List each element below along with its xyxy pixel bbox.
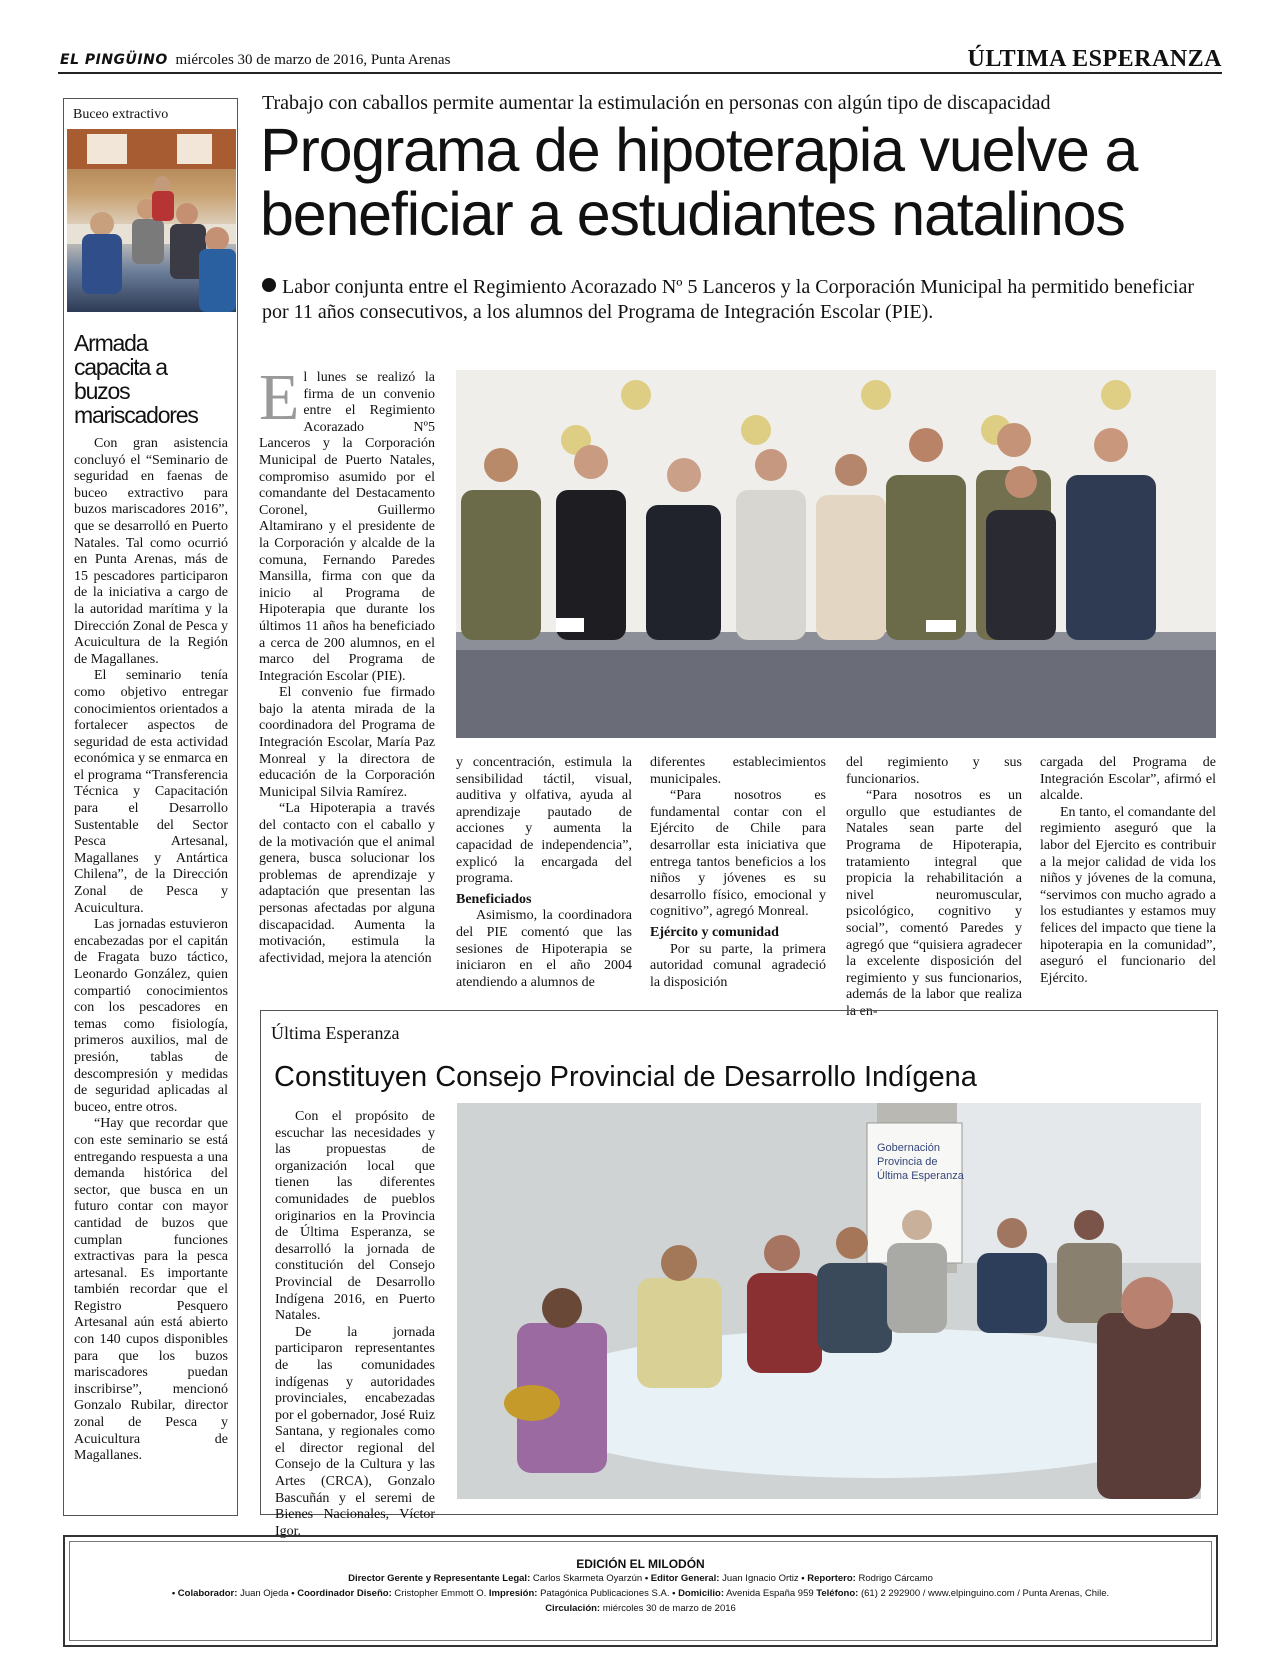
newspaper-logo: EL PINGÜINO	[60, 52, 168, 68]
banner-text-1: Gobernación	[877, 1142, 940, 1154]
value: Cristopher Emmott O.	[394, 1588, 487, 1599]
sidebar-kicker: Buceo extractivo	[73, 107, 169, 122]
paragraph: “Para nosotros es un orgullo que estudiantes de Natales sean parte del Programa de Hipoterapia, tratamiento integral que propicia la rehabilitación a nivel neuromuscular, psicológico, cognitivo y social”, comentó Paredes y agregó que “quisiera agradecer la excelente disposición del regimiento y sus funcionarios, además de la labor que realiza la en-	[846, 788, 1022, 1019]
first-paragraph	[259, 361, 435, 685]
council-meeting-photo-illustration	[457, 1103, 1201, 1499]
banner-text-2: Provincia de	[877, 1156, 938, 1168]
first-paragraph-text: l lunes se realizó la firma de un convenio entre el Regimiento Acorazado Nº5 Lanceros y la Corporación Municipal de Puerto Natales, compromiso asumido por el comandante del Destacamento Coronel, Guillermo Altamirano y el presidente de la Corporación y alcalde de la comuna, Fernando Paredes Mansilla, firma con que da inicio al Programa de Hipoterapia que durante los últimos 11 años ha beneficiado a cerca de 200 alumnos, en el marco del Programa de Integración Escolar (PIE).	[259, 370, 435, 684]
crosshead-ejercito: Ejército y comunidad	[650, 924, 779, 940]
main-column-1	[259, 361, 435, 967]
label: Circulación:	[545, 1603, 601, 1614]
paragraph: cargada del Programa de Integración Escolar”, afirmó el alcalde.	[1040, 755, 1216, 804]
label: • Colaborador:	[171, 1588, 238, 1599]
sidebar-paragraph: Las jornadas estuvieron encabezadas por el capitán de Fragata buzo táctico, Leonardo González, quien compartió conocimientos con los pescadores en temas como fisiología, primeros auxilios, mal de presión, tablas de descompresión y medidas de seguridad aplicadas al buceo, entre otros.	[74, 917, 228, 1115]
paragraph: Por su parte, la primera autoridad comunal agradeció la disposición	[650, 941, 826, 990]
paragraph: “La Hipoterapia a través del contacto con el caballo y de la motivación que el animal genera, busca solucionar los problemas de aprendizaje y adaptación que presentan las personas afectadas por alguna discapacidad. Aumenta la motivación, estimula la afectividad, mejora la atención	[259, 801, 435, 966]
main-column-5	[1040, 755, 1216, 987]
value: Carlos Skarmeta Oyarzún	[532, 1573, 643, 1584]
label: Director Gerente y Representante Legal:	[348, 1573, 531, 1584]
imprint-title: EDICIÓN EL MILODÓN	[576, 1557, 705, 1571]
second-headline: Constituyen Consejo Provincial de Desarrollo Indígena	[274, 1061, 977, 1093]
main-column-2	[456, 755, 632, 991]
paragraph: diferentes establecimientos municipales.	[650, 755, 826, 787]
bullet-icon	[262, 278, 276, 292]
label: Teléfono:	[816, 1588, 859, 1599]
label: • Editor General:	[644, 1573, 720, 1584]
sidebar-paragraph: Con gran asistencia concluyó el “Seminario de seguridad en faenas de buceo extractivo para buzos mariscadores 2016”, que se desarrolló en Puerto Natales. Tal como ocurrió en Punta Arenas, más de 15 pescadores participaron de la iniciativa a cargo de la autoridad marítima y la Dirección Zonal de Pesca y Acuicultura de la Región de Magallanes.	[74, 436, 228, 667]
paragraph: y concentración, estimula la sensibilidad táctil, visual, auditiva y olfativa, ayuda al aprendizaje pautado de acciones y aumenta la capacidad de independencia”, explicó la encargada del programa.	[456, 755, 632, 887]
section-title: ÚLTIMA ESPERANZA	[967, 46, 1222, 72]
paragraph: del regimiento y sus funcionarios.	[846, 755, 1022, 787]
sidebar-headline: Armada capacita a buzos mariscadores	[74, 330, 198, 428]
second-body	[275, 1109, 435, 1540]
paragraph: Con el propósito de escuchar las necesidades y las propuestas de organización local que tienen las diferentes comunidades de pueblos originarios en la Provincia de Última Esperanza, se desarrolló la jornada de constitución del Consejo Provincial de Desarrollo Indígena 2016, en Puerto Natales.	[275, 1109, 435, 1324]
diving-seminar-photo-illustration	[67, 129, 236, 312]
masthead-dateline	[60, 52, 450, 69]
main-lead	[262, 275, 1212, 325]
value: (61) 2 292900 / www.elpinguino.com / Punta Arenas, Chile.	[860, 1588, 1110, 1599]
imprint-box	[63, 1535, 1218, 1647]
imprint-inner	[69, 1541, 1212, 1641]
imprint-line-2	[70, 1586, 1211, 1601]
lead-text: Labor conjunta entre el Regimiento Acorazado Nº 5 Lanceros y la Corporación Municipal ha permitido beneficiar por 11 años consecutivos, a los alumnos del Programa de Integración Escolar (PIE).	[262, 276, 1194, 323]
imprint-line-1	[70, 1571, 1211, 1586]
value: Juan Ignacio Ortiz	[722, 1573, 799, 1584]
main-headline: Programa de hipoterapia vuelve a beneficiar a estudiantes natalinos	[260, 116, 1138, 248]
second-kicker: Última Esperanza	[271, 1023, 400, 1043]
label: Impresión:	[488, 1588, 538, 1599]
label: • Reportero:	[801, 1573, 856, 1584]
sidebar-story	[63, 98, 238, 1516]
paragraph: De la jornada participaron representantes de las comunidades indígenas y autoridades provinciales, encabezadas por el gobernador, José Ruiz Santana, y regionales como el director regional del Consejo de la Cultura y las Artes (CRCA), Gonzalo Bascuñán y el seremi de Bienes Nacionales, Víctor Igor.	[275, 1324, 436, 1539]
second-story	[260, 1010, 1218, 1539]
value: Juan Ojeda	[240, 1588, 289, 1599]
value: Rodrigo Cárcamo	[858, 1573, 933, 1584]
sidebar-photo	[67, 129, 236, 312]
imprint-line-3	[70, 1601, 1211, 1616]
crosshead-beneficiados: Beneficiados	[456, 891, 532, 907]
dateline: miércoles 30 de marzo de 2016, Punta Arenas	[175, 52, 451, 68]
top-rule	[58, 72, 1222, 74]
council-photo	[457, 1103, 1201, 1499]
main-column-3	[650, 755, 826, 991]
label: • Coordinador Diseño:	[291, 1588, 392, 1599]
sidebar-body	[74, 436, 228, 1465]
banner-text-3: Última Esperanza	[877, 1170, 964, 1182]
value: miércoles 30 de marzo de 2016	[602, 1603, 736, 1614]
signing-ceremony-photo-illustration	[456, 370, 1216, 738]
paragraph: En tanto, el comandante del regimiento aseguró que la labor del Ejercito es contribuir a la mejor calidad de vida los niños y jóvenes de la comuna, “servimos con mucho agrado a los estudiantes y estamos muy felices del impacto que tiene la hipoterapia en la comunidad”, aseguró el funcionario del Ejército.	[1040, 804, 1216, 986]
main-subhead: Trabajo con caballos permite aumentar la estimulación en personas con algún tipo de discapacidad	[262, 92, 1051, 114]
paragraph: Asimismo, la coordinadora del PIE comentó que las sesiones de Hipoterapia se iniciaron en el año 2004 atendiendo a alumnos de	[456, 908, 632, 990]
sidebar-paragraph: El seminario tenía como objetivo entregar conocimientos orientados a fortalecer aspectos de seguridad de esta actividad económica y se enmarca en el programa “Transferencia Técnica y Capacitación para el Desarrollo Sustentable del Sector Pesca Artesanal, Magallanes y Antártica Chilena”, de la Dirección Zonal de Pesca y Acuicultura.	[74, 668, 228, 916]
value: Patagónica Publicaciones S.A.	[540, 1588, 670, 1599]
sidebar-paragraph: “Hay que recordar que con este seminario se está entregando respuesta a una demanda histórica del sector, que busca en un futuro contar con mayor cantidad de buzos que cumplan funciones extractivas para la pesca artesanal. Es importante también recordar que el Registro Pesquero Artesanal aún está abierto con 140 cupos disponibles para que los buzos mariscadores puedan inscribirse”, mencionó Gonzalo Rubilar, director zonal de Pesca y Acuicultura de Magallanes.	[74, 1116, 228, 1464]
paragraph: El convenio fue firmado bajo la atenta mirada de la coordinadora del Programa de Integración Escolar, María Paz Monreal y la directora de educación de la Corporación Municipal Silvia Ramírez.	[259, 685, 435, 800]
paragraph: “Para nosotros es fundamental contar con el Ejército de Chile para desarrollar esta iniciativa que entrega tantos beneficios a los niños y jóvenes es su desarrollo físico, emocional y cognitivo”, agregó Monreal.	[650, 788, 826, 920]
main-photo	[456, 370, 1216, 738]
label: • Domicilio:	[672, 1588, 724, 1599]
dropcap: E	[259, 361, 300, 434]
main-column-4	[846, 755, 1022, 1021]
value: Avenida España 959	[726, 1588, 814, 1599]
